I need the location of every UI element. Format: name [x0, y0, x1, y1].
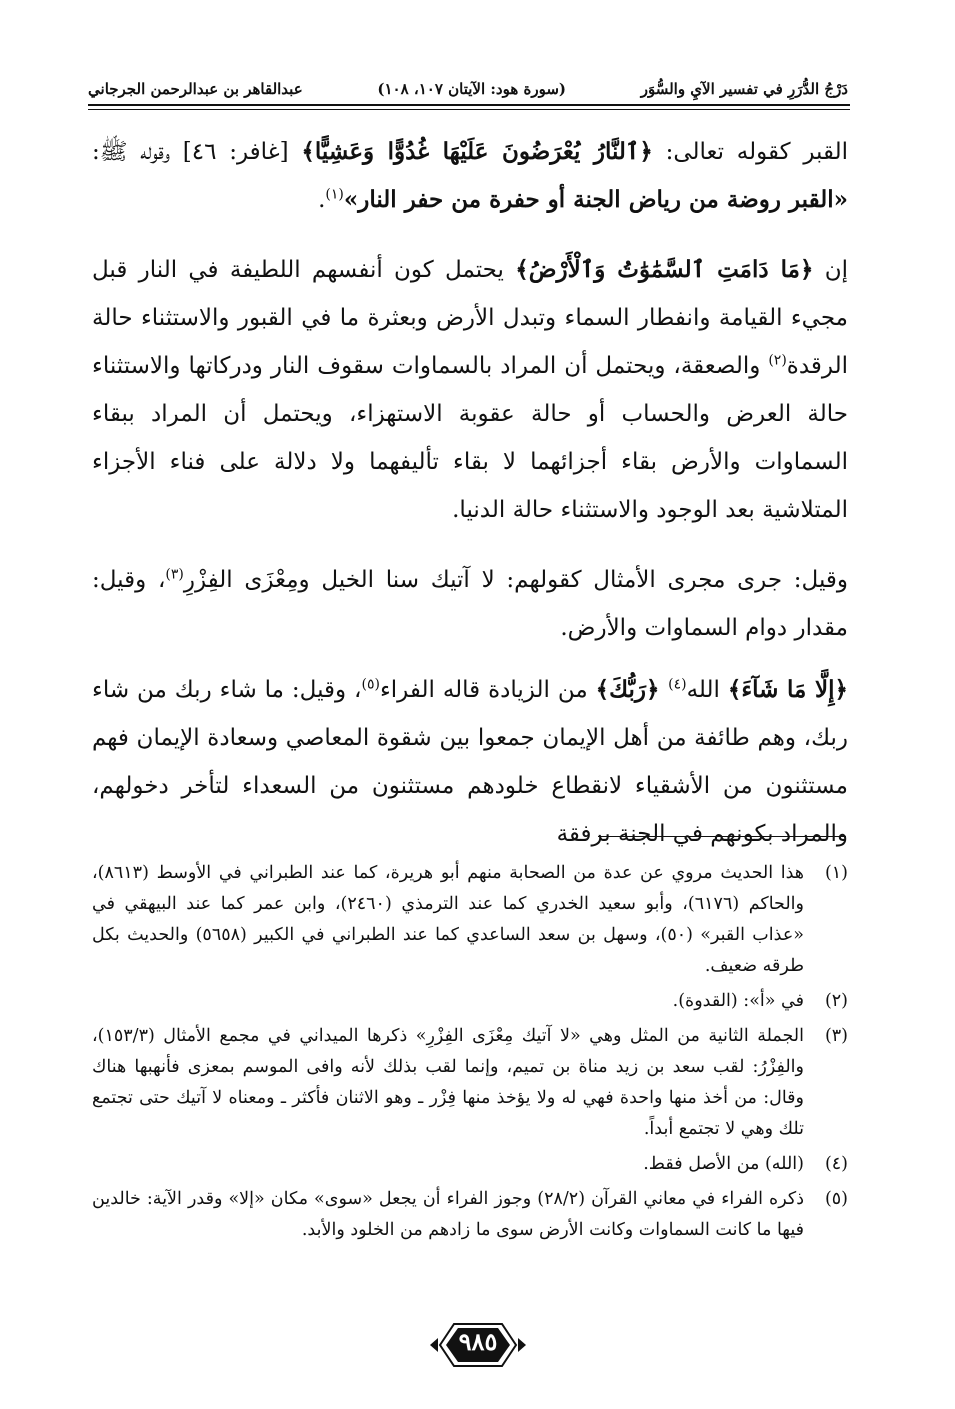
page-number: ٩٨٥ — [458, 1327, 498, 1356]
footnote-ref: (٢) — [768, 352, 787, 369]
hadith-quote: «القبر روضة من رياض الجنة أو حفرة من حفر النار» — [343, 186, 848, 213]
text-run: ، وقيل: مقدار دوام السماوات والأرض. — [92, 567, 848, 641]
text-run: من الزيادة قاله الفراء — [379, 677, 596, 703]
footnote-ref: (٥) — [361, 676, 380, 693]
quran-verse: ﴿إِلَّا مَا شَآءَ﴾ — [727, 676, 848, 703]
paragraph-4 — [92, 666, 848, 858]
footnote-number: (١) — [824, 863, 848, 883]
text-run: يحتمل كون أنفسهم اللطيفة في النار قبل مجيء القيامة وانفطار السماء وتبدل الأرض وبعثرة ما في القبور والاستثناء حالة الرقدة — [92, 257, 848, 379]
text-run: إن — [813, 257, 848, 283]
footnote-text: الجملة الثانية من المثل وهي «لا آتيك مِعْزَى الفِزْرِ» ذكرها الميداني في مجمع الأمثال (١٥٣/٣)، والفِزْرُ: لقب سعد بن زيد مناة بن تميم، وإنما لقب بذلك لأنه وافى الموسم بمعزى فأنهبها هناك وقال: من أخذ منها واحدة فهي له ولا يؤخذ منها فِزْر ـ وهو الاثنان فأكثر ـ ومعناه لا آتيك حتى تجتمع تلك وهي لا تجتمع أبداً. — [92, 1026, 804, 1139]
text-run: [غافر: ٤٦] وقوله ﷺ: — [92, 139, 302, 165]
footnote-text: هذا الحديث مروي عن عدة من الصحابة منهم أبو هريرة، كما عند الطبراني في الأوسط (٨٦١٣)، والحاكم (٦١٧٦)، وأبو سعيد الخدري كما عند الترمذي (٢٤٦٠)، وابن عمر كما عند البيهقي في «عذاب القبر» (٥٠)، وسهل بن سعد الساعدي كما عند الطبراني في الكبير (٥٦٥٨) والحديث بكل طرقه ضعيف. — [92, 863, 804, 976]
text-run: القبر كقوله تعالى: — [652, 139, 848, 165]
quran-verse: ﴿ٱلنَّارُ يُعْرَضُونَ عَلَيْهَا غُدُوًّا وَعَشِيًّا﴾ — [301, 138, 653, 165]
footnote-item — [92, 1184, 848, 1246]
footnote-item — [92, 858, 848, 982]
text-run: ، وقيل: ما شاء ربك من شاء ربك، وهم طائفة من أهل الإيمان جمعوا بين شقوة المعاصي وسعادة الإيمان فهم مستثنون من الأشقياء لانقطاع خلودهم مستثنون من السعداء لتأخر دخولهم، والمراد بكونهم في الجنة برفقة — [92, 677, 848, 847]
footnote-number: (٣) — [824, 1026, 848, 1046]
main-text — [92, 128, 848, 880]
author-name: عبدالقاهر بن عبدالرحمن الجرجاني — [88, 80, 303, 98]
book-title: دَرْجُ الدُّرَرِ في تفسير الآيِ والسُّوَر — [640, 80, 848, 98]
surah-reference: (سورة هود: الآيتان ١٠٧، ١٠٨) — [377, 80, 566, 98]
header-divider — [88, 104, 850, 110]
footnote-number: (٢) — [824, 991, 848, 1011]
footnotes — [92, 858, 848, 1250]
quran-verse: ﴿رَبُّكَ﴾ — [595, 676, 669, 703]
footnote-item — [92, 1149, 848, 1180]
text-run: وقيل: جرى مجرى الأمثال كقولهم: لا آتيك سنا الخيل ومِعْزَى الفِزْرِ — [183, 567, 849, 593]
footnote-text: في «أ»: (القدوة). — [672, 991, 804, 1011]
text-run: . — [318, 187, 326, 213]
paragraph-1 — [92, 128, 848, 224]
paragraph-3 — [92, 556, 848, 652]
footnote-text: (الله) من الأصل فقط. — [643, 1154, 804, 1174]
footnote-item — [92, 1021, 848, 1145]
footnote-number: (٤) — [824, 1154, 848, 1174]
footnote-ref: (١) — [325, 186, 344, 203]
running-header — [88, 58, 848, 98]
text-run: والصعقة، ويحتمل أن المراد بالسماوات سقوف النار ودركاتها والاستثناء حالة العرض والحساب أو حالة عقوبة الاستهزاء، ويحتمل أن المراد ببقاء السماوات والأرض بقاء أجزائهما لا بقاء تأليفهما ولا دلالة على فناء الأجزاء المتلاشية بعد الوجود والاستثناء حالة الدنيا. — [92, 353, 848, 523]
quran-verse: ﴿مَا دَامَتِ ٱلسَّمَٰوَٰتُ وَٱلْأَرْضُ﴾ — [515, 256, 814, 283]
footnote-text: ذكره الفراء في معاني القرآن (٢٨/٢) وجوز الفراء أن يجعل «سوى» مكان «إلا» وقدر الآية: خالدين فيها ما كانت السماوات وكانت الأرض سوى ما زادهم من الخلود والأبد. — [92, 1189, 804, 1240]
paragraph-2 — [92, 246, 848, 534]
footnote-ref: (٣) — [165, 566, 184, 583]
footnote-ref: (٤) — [668, 676, 687, 693]
footnote-number: (٥) — [824, 1189, 848, 1209]
text-run: الله — [686, 677, 728, 703]
footnote-divider — [598, 836, 846, 837]
footnote-item — [92, 986, 848, 1017]
